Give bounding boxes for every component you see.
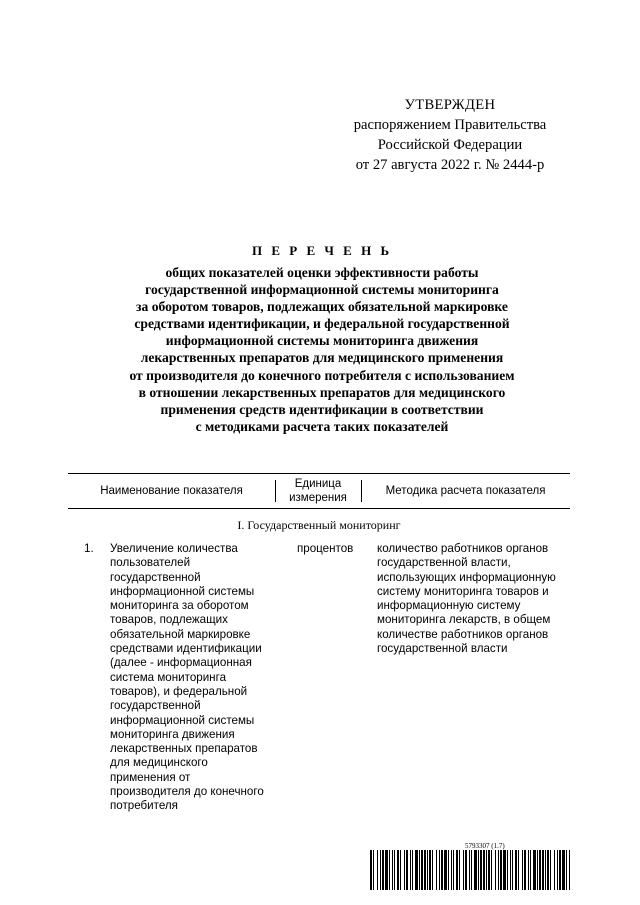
subtitle-line: с методиками расчета таких показателей	[195, 418, 449, 434]
subtitle-line: средствами идентификации, и федеральной государственной	[134, 316, 510, 332]
subtitle-line: в отношении лекарственных препаратов для медицинского	[138, 384, 506, 400]
indicator-name-line: государственной	[110, 570, 201, 584]
approval-title: УТВЕРЖДЕН	[404, 97, 496, 113]
subtitle-line: от производителя до конечного потребителя с использованием	[129, 367, 515, 383]
section-title: I. Государственный мониторинг	[237, 518, 401, 532]
header-method: Методика расчета показателя	[385, 485, 546, 497]
header-unit-line: измерения	[289, 492, 347, 504]
method-line: государственной власти	[377, 642, 508, 656]
header-unit	[275, 474, 361, 508]
document-subtitle	[80, 264, 564, 435]
subtitle-line: информационной системы мониторинга движения	[165, 333, 479, 349]
method-line: количество работников органов	[377, 542, 549, 555]
indicator-name-line: Увеличение количества	[110, 542, 238, 555]
method-line: информационную систему	[377, 599, 521, 613]
document-stamp: 5793307 (1.7)	[465, 842, 505, 850]
indicator-name-line: информационной системы	[110, 584, 255, 598]
indicator-name-line: (далее - информационная	[110, 656, 252, 670]
subtitle-line: лекарственных препаратов для медицинского применения	[140, 350, 504, 366]
indicator-name-line: мониторинга за оборотом	[110, 599, 249, 613]
indicator-name-line: система мониторинга	[110, 670, 227, 684]
method-line: мониторинга лекарств, в общем	[377, 613, 551, 627]
indicator-name	[110, 542, 280, 814]
method-line: государственной власти,	[377, 556, 511, 570]
indicator-name-line: средствами идентификации	[110, 642, 262, 656]
document-heading: П Е Р Е Ч Е Н Ь	[252, 243, 393, 258]
method-line: систему мониторинга товаров и	[377, 584, 549, 598]
approval-date-number: от 27 августа 2022 г. № 2444-р	[355, 157, 545, 173]
method-line: использующих информационную	[377, 570, 556, 584]
indicator-name-line: лекарственных препаратов	[110, 742, 258, 756]
header-indicator: Наименование показателя	[100, 485, 243, 497]
table-header	[68, 473, 570, 509]
indicator-name-line: товаров, подлежащих	[110, 613, 228, 627]
subtitle-line: государственной информационной системы мониторинга	[145, 282, 499, 298]
approval-line: Российской Федерации	[377, 137, 523, 153]
subtitle-line: за оборотом товаров, подлежащих обязательной маркировке	[136, 299, 508, 315]
header-unit-line: Единица	[294, 478, 342, 490]
indicator-name-line: производителя до конечного	[110, 785, 264, 799]
indicator-name-line: товаров), и федеральной	[110, 684, 248, 698]
indicator-name-line: для медицинского	[110, 756, 208, 770]
subtitle-line: применения средств идентификации в соответствии	[160, 401, 484, 417]
indicator-name-line: пользователей	[110, 556, 191, 570]
row-number: 1.	[84, 542, 94, 555]
indicator-name-line: государственной	[110, 699, 201, 713]
barcode-image	[370, 850, 570, 890]
indicator-name-line: информационной системы	[110, 713, 255, 727]
approval-block	[330, 95, 570, 175]
approval-line: распоряжением Правительства	[353, 117, 547, 133]
subtitle-line: общих показателей оценки эффективности работы	[165, 265, 479, 280]
indicator-name-line: обязательной маркировке	[110, 627, 251, 641]
indicator-name-line: мониторинга движения	[110, 727, 235, 741]
indicator-name-line: потребителя	[110, 799, 178, 813]
method-line: количестве работников органов	[377, 627, 549, 641]
indicator-name-line: применения от	[110, 770, 191, 784]
indicator-unit: процентов	[297, 542, 354, 555]
indicator-method	[377, 542, 572, 656]
